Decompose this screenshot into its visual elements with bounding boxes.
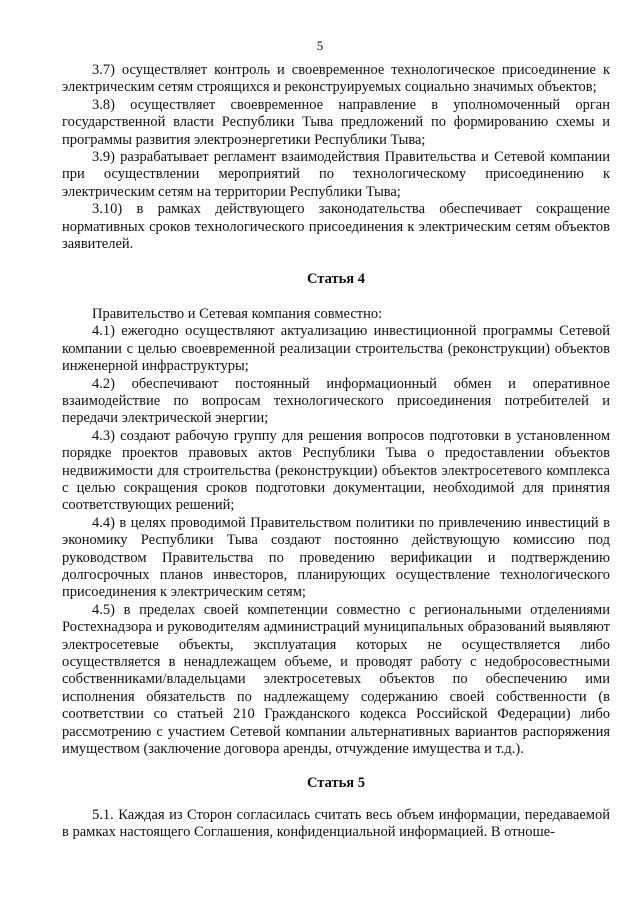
section-article3-continuation — [62, 62, 610, 253]
clause-4-2: 4.2) обеспечивают постоянный информационный обмен и оперативное взаимодействие по вопросам технологического присоединения потребителей и передачи электрической энергии; — [62, 375, 610, 427]
article-4-intro: Правительство и Сетевая компания совместно: — [92, 305, 383, 322]
section-article4 — [62, 306, 610, 759]
clause-5-1: 5.1. Каждая из Сторон согласилась считать весь объем информации, передаваемой в рамках настоящего Соглашения, конфиденциальной информацией. В отноше- — [62, 806, 610, 841]
page-number: 5 — [316, 38, 324, 53]
clause-4-3: 4.3) создают рабочую группу для решения вопросов подготовки в установленном порядке проектов правовых актов Республики Тыва о предоставлении объектов недвижимости для строительства (реконструкции) объектов электросетевого комплекса с целью сокращения сроков подготовки документации, необходимой для принятия соответствующих решений; — [62, 427, 610, 514]
clause-3-9: 3.9) разрабатывает регламент взаимодействия Правительства и Сетевой компании при осуществлении мероприятий по технологическому присоединению к электрическим сетям на территории Республики Тыва; — [62, 149, 610, 200]
clause-3-8: 3.8) осуществляет своевременное направление в уполномоченный орган государственной власти Республики Тыва предложений по формированию схемы и программы развития электроэнергетики Республики Тыва; — [62, 96, 610, 148]
document-body — [62, 62, 610, 842]
section-article5 — [62, 807, 610, 842]
article-5-heading: Статья 5 — [307, 775, 365, 792]
clause-3-7: 3.7) осуществляет контроль и своевременное технологическое присоединение к электрическим сетям строящихся и реконструируемых социально значимых объектов; — [62, 62, 610, 96]
clause-3-10: 3.10) в рамках действующего законодательства обеспечивает сокращение нормативных сроков технологического присоединения к электрическим сетям объектов заявителей. — [62, 201, 610, 253]
clause-4-1: 4.1) ежегодно осуществляют актуализацию инвестиционной программы Сетевой компании с целью своевременной реализации строительства (реконструкции) объектов инженерной инфраструктуры; — [62, 323, 610, 375]
clause-4-4: 4.4) в целях проводимой Правительством политики по привлечению инвестиций в экономику Республики Тыва создают постоянно действующую комиссию под руководством Правительства по проведению верификации и подтверждению долгосрочных планов инвесторов, планирующих осуществление технологического присоединения к электрическим сетям; — [62, 514, 610, 601]
article-4-heading: Статья 4 — [307, 271, 365, 288]
clause-4-5: 4.5) в пределах своей компетенции совместно с региональными отделениями Ростехнадзора и руководителям администраций муниципальных образований выявляют электросетевые объекты, эксплуатация которых не осуществляется либо осуществляется в ненадлежащем объеме, и проводят работу с недобросовестными собственниками/владельцами электросетевых объектов по обеспечению ими исполнения обязательств по надлежащему содержанию своей собственности (в соответствии со статьей 210 Гражданского кодекса Российской Федерации) либо рассмотрению с участием Сетевой компании альтернативных вариантов распоряжения имуществом (заключение договора аренды, отчуждение имущества и т.д.). — [62, 601, 610, 758]
